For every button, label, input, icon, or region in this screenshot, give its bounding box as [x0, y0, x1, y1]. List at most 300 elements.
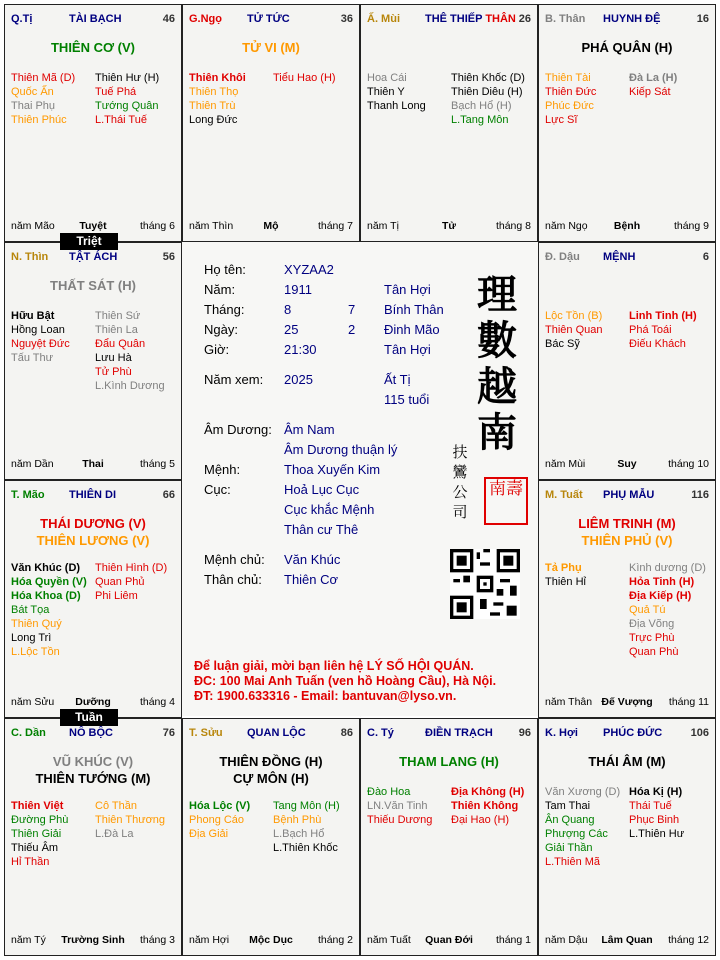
- palace-footer: [545, 458, 709, 471]
- main-star: THÁI DƯƠNG (V): [40, 516, 146, 531]
- palace-year: năm Dần: [11, 458, 54, 470]
- palace-month: tháng 3: [139, 934, 175, 946]
- calligraphy-char: 南: [477, 409, 517, 456]
- palace-year: năm Tị: [367, 220, 399, 232]
- year-value: 1911: [284, 282, 312, 297]
- name-value: XYZAA2: [284, 262, 334, 277]
- palace-stage: Đế Vượng: [601, 696, 653, 708]
- main-stars: [5, 39, 181, 56]
- thanchu-value: Thiên Cơ: [284, 572, 339, 587]
- palace-header: [11, 489, 175, 503]
- minor-star: Thiên Thọ: [189, 86, 239, 98]
- minor-star: Quốc Ấn: [11, 86, 54, 98]
- palace-header: [189, 13, 353, 27]
- minor-star: L.Thiên Khốc: [273, 842, 338, 854]
- minor-star: Thiên Tài: [545, 72, 591, 84]
- age: 115 tuổi: [384, 392, 430, 407]
- palace-stage: Suy: [617, 458, 637, 470]
- minor-stars-left: [367, 785, 432, 827]
- minor-star: L.Thiên Mã: [545, 856, 601, 868]
- minor-stars-left: [545, 561, 586, 589]
- minor-star: Đại Hao (H): [451, 814, 510, 826]
- main-stars: [539, 515, 715, 549]
- palace-stem-branch: C. Dần: [11, 727, 46, 739]
- minor-star: LN.Văn Tinh: [367, 800, 428, 812]
- palace-number: 16: [696, 13, 709, 25]
- subtext-char: 鸞: [452, 463, 468, 481]
- minor-star: Thai Phụ: [11, 100, 56, 112]
- palace-stage: Mộc Dục: [249, 934, 293, 946]
- palace-name: TÀI BẠCH: [69, 13, 122, 25]
- palace-name: ĐIỀN TRẠCH: [425, 727, 493, 739]
- palace-month: tháng 5: [139, 458, 175, 470]
- palace-name: TẬT ÁCH: [69, 251, 118, 263]
- palace-stem-branch: T. Sửu: [189, 727, 223, 739]
- minor-star: Địa Không (H): [451, 786, 525, 798]
- minor-star: Lưu Hà: [95, 352, 132, 364]
- palace-year: năm Ngọ: [545, 220, 588, 232]
- minor-star: Hóa Quyền (V): [11, 576, 87, 588]
- palace-footer: [545, 220, 709, 233]
- palace-header: [545, 727, 709, 741]
- palace-footer: [367, 934, 531, 947]
- view-year-canchi: Ất Tị: [384, 372, 411, 387]
- minor-star: Quan Phủ: [95, 576, 145, 588]
- triet-badge: Triệt: [60, 233, 118, 250]
- minor-star: Thiên Đức: [545, 86, 597, 98]
- minor-star: L.Kình Dương: [95, 380, 165, 392]
- palace-stage: Mộ: [263, 220, 279, 232]
- month-lunar: 7: [348, 302, 356, 317]
- minor-star: Tang Môn (H): [273, 800, 340, 812]
- minor-stars-right: [629, 785, 684, 841]
- palace-stem-branch: M. Tuất: [545, 489, 583, 501]
- palace-number: 6: [702, 251, 709, 263]
- minor-star: Bệnh Phù: [273, 814, 322, 826]
- minor-star: Thiên Hình (D): [95, 562, 168, 574]
- calligraphy-title: [472, 272, 522, 456]
- palace-cell-a-mui[interactable]: [360, 4, 538, 242]
- minor-star: Tuế Phá: [95, 86, 137, 98]
- minor-star: Linh Tinh (H): [629, 310, 697, 322]
- main-star: THẤT SÁT (H): [50, 278, 136, 293]
- contact-info: [194, 659, 496, 704]
- menh-label: Mệnh:: [204, 462, 241, 477]
- cuc-note-1: Cục khắc Mệnh: [284, 502, 375, 517]
- main-stars: [183, 39, 359, 56]
- minor-star: Thái Tuế: [629, 800, 672, 812]
- palace-stage: Trường Sinh: [61, 934, 125, 946]
- calligraphy-char: 數: [477, 317, 517, 364]
- menhchu-value: Văn Khúc: [284, 552, 341, 567]
- palace-header: [11, 13, 175, 27]
- minor-stars-left: [545, 785, 620, 869]
- minor-star: Bát Tọa: [11, 604, 50, 616]
- menh-value: Thoa Xuyến Kim: [284, 462, 381, 477]
- minor-star: Thiên Diêu (H): [451, 86, 523, 98]
- minor-star: Kình dương (D): [629, 562, 706, 574]
- minor-star: Hồng Loan: [11, 324, 65, 336]
- palace-header: [545, 13, 709, 27]
- palace-name: PHÚC ĐỨC: [603, 727, 663, 739]
- palace-month: tháng 6: [139, 220, 175, 232]
- minor-star: Lực Sĩ: [545, 114, 578, 126]
- minor-star: Đà La (H): [629, 72, 678, 84]
- minor-stars-left: [545, 71, 596, 127]
- minor-star: Bạch Hổ (H): [451, 100, 512, 112]
- minor-star: Thiên Sứ: [95, 310, 141, 322]
- minor-star: Kiếp Sát: [629, 86, 671, 98]
- palace-stem-branch: Q.Tị: [11, 13, 33, 25]
- palace-name: NÔ BỘC: [69, 727, 113, 739]
- minor-star: L.Thiên Hư: [629, 828, 685, 840]
- minor-stars-right: [95, 561, 167, 603]
- minor-star: Thiên Thương: [95, 814, 166, 826]
- tuan-badge: Tuần: [60, 709, 118, 726]
- minor-star: Thiếu Âm: [11, 842, 59, 854]
- palace-month: tháng 10: [668, 458, 709, 470]
- minor-star: Văn Xương (D): [545, 786, 621, 798]
- cuc-value: Hoả Lục Cục: [284, 482, 360, 497]
- minor-star: Phong Cáo: [189, 814, 245, 826]
- day-label: Ngày:: [204, 322, 238, 337]
- subtext-char: 司: [452, 503, 468, 521]
- palace-cell-c-dan[interactable]: [4, 718, 182, 956]
- palace-stem-branch: Đ. Dậu: [545, 251, 580, 263]
- palace-month: tháng 9: [673, 220, 709, 232]
- palace-year: năm Thìn: [189, 220, 234, 232]
- minor-star: L.Tang Môn: [451, 114, 509, 126]
- palace-footer: [367, 220, 531, 233]
- thanchu-label: Thân chủ:: [204, 572, 262, 587]
- palace-stage: Dưỡng: [75, 696, 111, 708]
- palace-name: TỬ TỨC: [247, 13, 290, 25]
- palace-header: [545, 489, 709, 503]
- view-year-label: Năm xem:: [204, 372, 264, 387]
- minor-star: Hoa Cái: [367, 72, 407, 84]
- palace-footer: [11, 458, 175, 471]
- main-stars: [5, 515, 181, 549]
- minor-stars-right: [273, 799, 340, 855]
- minor-star: Thiên Trù: [189, 100, 236, 112]
- palace-number: 56: [162, 251, 175, 263]
- month-value: 8: [284, 302, 292, 317]
- palace-stem-branch: B. Thân: [545, 13, 586, 25]
- palace-header: [189, 727, 353, 741]
- minor-star: Tướng Quân: [95, 100, 159, 112]
- minor-star: L.Đà La: [95, 828, 134, 840]
- palace-year: năm Mão: [11, 220, 55, 232]
- year-canchi: Tân Hợi: [384, 282, 431, 297]
- minor-star: Cô Thần: [95, 800, 137, 812]
- main-stars: [539, 39, 715, 56]
- minor-star: Tử Phù: [95, 366, 132, 378]
- minor-star: Giải Thần: [545, 842, 593, 854]
- palace-name: QUAN LỘC: [247, 727, 306, 739]
- qr-code-icon[interactable]: [450, 549, 520, 619]
- palace-stem-branch: N. Thìn: [11, 251, 49, 263]
- minor-star: Ân Quang: [545, 814, 595, 826]
- minor-star: Thiên Hỉ: [545, 576, 586, 588]
- palace-stage: Thai: [82, 458, 104, 470]
- minor-star: Tam Thai: [545, 800, 591, 812]
- palace-cell-n-thin[interactable]: [4, 242, 182, 480]
- palace-stage: Bệnh: [613, 220, 641, 232]
- minor-star: Đường Phù: [11, 814, 69, 826]
- hour-canchi: Tân Hợi: [384, 342, 431, 357]
- palace-number: 46: [162, 13, 175, 25]
- main-star: THIÊN ĐỒNG (H): [219, 754, 323, 769]
- palace-cell-m-tuat[interactable]: [538, 480, 716, 718]
- month-label: Tháng:: [204, 302, 245, 317]
- main-stars: [361, 753, 537, 770]
- minor-star: Hóa Kị (H): [629, 786, 683, 798]
- minor-star: Thiên Mã (D): [11, 72, 76, 84]
- minor-star: L.Bạch Hổ: [273, 828, 325, 840]
- palace-stem-branch: K. Hợi: [545, 727, 578, 739]
- minor-stars-right: [95, 309, 165, 393]
- palace-cell-b-than[interactable]: [538, 4, 716, 242]
- subtext-char: 扶: [452, 443, 468, 461]
- hour-value: 21:30: [284, 342, 317, 357]
- cuc-note-2: Thân cư Thê: [284, 522, 359, 537]
- month-canchi: Bính Thân: [384, 302, 444, 317]
- calligraphy-char: 越: [477, 363, 517, 410]
- cuc-label: Cục:: [204, 482, 231, 497]
- palace-number: 116: [691, 489, 709, 501]
- palace-name: PHỤ MẪU: [603, 489, 655, 501]
- main-star: THAM LANG (H): [399, 754, 499, 769]
- minor-star: Điếu Khách: [629, 338, 686, 350]
- minor-star: Thiên Quan: [545, 324, 603, 336]
- palace-header: [545, 251, 709, 265]
- name-label: Họ tên:: [204, 262, 246, 277]
- palace-year: năm Mùi: [545, 458, 586, 470]
- minor-star: Thiên Khôi: [189, 72, 246, 84]
- minor-star: Tả Phụ: [545, 562, 582, 574]
- palace-stage: Lâm Quan: [601, 934, 653, 946]
- minor-star: Trực Phù: [629, 632, 675, 644]
- palace-cell-t-suu[interactable]: [182, 718, 360, 956]
- palace-header: [11, 727, 175, 741]
- minor-stars-left: [11, 71, 75, 127]
- minor-stars-right: [629, 309, 697, 351]
- minor-star: Phúc Đức: [545, 100, 594, 112]
- palace-month: tháng 2: [317, 934, 353, 946]
- minor-star: Hữu Bật: [11, 310, 55, 322]
- minor-star: Hóa Lộc (V): [189, 800, 251, 812]
- center-panel: [182, 242, 538, 716]
- year-label: Năm:: [204, 282, 236, 297]
- minor-star: Phá Toái: [629, 324, 672, 336]
- minor-stars-right: [629, 561, 706, 659]
- minor-star: Tiểu Hao (H): [273, 72, 336, 84]
- palace-header: [11, 251, 175, 265]
- palace-stage: Tuyệt: [79, 220, 107, 232]
- minor-stars-left: [367, 71, 426, 113]
- hour-label: Giờ:: [204, 342, 230, 357]
- minor-star: Thiên Phúc: [11, 114, 67, 126]
- minor-star: Hỉ Thần: [11, 856, 50, 868]
- main-star: THIÊN TƯỚNG (M): [35, 771, 151, 786]
- minor-stars-right: [629, 71, 677, 99]
- minor-star: Thiên Quý: [11, 618, 62, 630]
- palace-name: MỆNH: [603, 251, 636, 263]
- amduong-label: Âm Dương:: [204, 422, 272, 437]
- main-stars: [5, 277, 181, 294]
- palace-footer: [11, 696, 175, 709]
- palace-number: 76: [162, 727, 175, 739]
- minor-star: Tấu Thư: [11, 352, 54, 364]
- minor-star: Phi Liêm: [95, 590, 138, 602]
- palace-cell-q-ti[interactable]: [4, 4, 182, 242]
- contact-address: ĐC: 100 Mai Anh Tuấn (ven hồ Hoàng Cầu), Hà Nội.: [194, 674, 497, 688]
- palace-stem-branch: G.Ngọ: [189, 13, 222, 25]
- main-star: THIÊN CƠ (V): [50, 40, 136, 55]
- palace-footer: [189, 220, 353, 233]
- minor-star: Đào Hoa: [367, 786, 411, 798]
- palace-month: tháng 1: [495, 934, 531, 946]
- palace-footer: [545, 934, 709, 947]
- palace-stem-branch: T. Mão: [11, 489, 45, 501]
- red-seal-stamp: 南壽: [484, 477, 528, 525]
- main-stars: [183, 753, 359, 787]
- minor-star: Thanh Long: [367, 100, 426, 112]
- palace-year: năm Tuất: [367, 934, 411, 946]
- palace-number: 66: [162, 489, 175, 501]
- minor-star: Thiên Việt: [11, 800, 64, 812]
- day-canchi: Đinh Mão: [384, 322, 440, 337]
- amduong-value: Âm Nam: [284, 422, 335, 437]
- subtext-char: 公: [452, 483, 468, 501]
- minor-star: Thiên Giải: [11, 828, 62, 840]
- palace-cell-g-ngo[interactable]: [182, 4, 360, 242]
- minor-star: Thiên Không: [451, 800, 519, 812]
- palace-number: 26: [518, 13, 531, 25]
- minor-star: Long Trì: [11, 632, 52, 644]
- minor-stars-left: [545, 309, 602, 351]
- palace-year: năm Thân: [545, 696, 593, 708]
- palace-name: HUYNH ĐỆ: [603, 13, 661, 25]
- minor-star: Quả Tú: [629, 604, 666, 616]
- main-star: CỰ MÔN (H): [233, 771, 309, 786]
- minor-star: Thiên Khốc (D): [451, 72, 525, 84]
- palace-stem-branch: C. Tý: [367, 727, 394, 739]
- palace-number: 106: [690, 727, 709, 739]
- calligraphy-char: 理: [477, 271, 517, 318]
- palace-cell-t-mao[interactable]: [4, 480, 182, 718]
- palace-footer: [11, 934, 175, 947]
- main-star: THIÊN LƯƠNG (V): [36, 533, 150, 548]
- palace-cell-k-hoi[interactable]: [538, 718, 716, 956]
- main-star: VŨ KHÚC (V): [52, 754, 134, 769]
- main-star: THIÊN PHỦ (V): [581, 533, 673, 548]
- contact-line: Để luận giải, mời bạn liên hệ LÝ SỐ HỘI QUÁN.: [194, 659, 474, 673]
- palace-stage: Quan Đới: [425, 934, 473, 946]
- main-star: LIÊM TRINH (M): [578, 516, 676, 531]
- minor-stars-right: [273, 71, 336, 85]
- minor-star: Phục Binh: [629, 814, 680, 826]
- amduong-note: Âm Dương thuận lý: [284, 442, 398, 457]
- minor-stars-left: [189, 71, 246, 127]
- minor-star: L.Thái Tuế: [95, 114, 147, 126]
- palace-footer: [189, 934, 353, 947]
- palace-month: tháng 8: [495, 220, 531, 232]
- palace-stem-branch: Ấ. Mùi: [367, 13, 400, 25]
- minor-star: Hỏa Tinh (H): [629, 576, 695, 588]
- minor-star: Thiếu Dương: [367, 814, 433, 826]
- minor-star: Thiên Hư (H): [95, 72, 160, 84]
- palace-stage: Tử: [441, 220, 457, 232]
- minor-star: L.Lộc Tồn: [11, 646, 60, 658]
- palace-year: năm Hợi: [189, 934, 230, 946]
- palace-number: 86: [340, 727, 353, 739]
- day-value: 25: [284, 322, 299, 337]
- palace-number: 36: [340, 13, 353, 25]
- main-star: THÁI ÂM (M): [588, 754, 666, 769]
- palace-name: THIÊN DI: [69, 489, 117, 501]
- minor-star: Bác Sỹ: [545, 338, 580, 350]
- minor-star: Địa Giải: [189, 828, 229, 840]
- minor-stars-left: [11, 799, 68, 869]
- palace-name: THÊ THIẾP THÂN: [425, 13, 516, 25]
- palace-footer: [11, 220, 175, 233]
- minor-star: Nguyệt Đức: [11, 338, 70, 350]
- palace-year: năm Sửu: [11, 696, 55, 708]
- minor-star: Địa Kiếp (H): [629, 590, 692, 602]
- minor-stars-left: [11, 309, 70, 365]
- palace-year: năm Tý: [11, 934, 46, 946]
- minor-star: Thiên Y: [367, 86, 405, 98]
- minor-star: Thiên La: [95, 324, 138, 336]
- minor-stars-left: [11, 561, 87, 659]
- contact-phone-email[interactable]: ĐT: 1900.633316 - Email: bantuvan@lyso.vn.: [194, 689, 457, 703]
- day-lunar: 2: [348, 322, 356, 337]
- palace-month: tháng 12: [668, 934, 709, 946]
- minor-star: Long Đức: [189, 114, 238, 126]
- minor-star: Địa Võng: [629, 618, 675, 630]
- minor-star: Phượng Các: [545, 828, 608, 840]
- minor-stars-right: [95, 799, 165, 841]
- main-stars: [5, 753, 181, 787]
- palace-cell-c-ty[interactable]: [360, 718, 538, 956]
- palace-month: tháng 11: [668, 696, 709, 708]
- palace-cell-d-dau[interactable]: [538, 242, 716, 480]
- palace-footer: [545, 696, 709, 709]
- minor-stars-right: [451, 785, 524, 827]
- minor-star: Quan Phù: [629, 646, 679, 658]
- palace-month: tháng 4: [139, 696, 175, 708]
- palace-month: tháng 7: [317, 220, 353, 232]
- company-subtext: [450, 442, 470, 522]
- minor-star: Đẩu Quân: [95, 338, 146, 350]
- minor-star: Hóa Khoa (D): [11, 590, 81, 602]
- palace-number: 96: [518, 727, 531, 739]
- minor-stars-right: [451, 71, 525, 127]
- minor-star: Lộc Tồn (B): [545, 310, 603, 322]
- palace-year: năm Dậu: [545, 934, 588, 946]
- view-year-value: 2025: [284, 372, 313, 387]
- palace-header: [367, 727, 531, 741]
- minor-stars-left: [189, 799, 250, 841]
- menhchu-label: Mệnh chủ:: [204, 552, 265, 567]
- palace-header: [367, 13, 531, 27]
- minor-star: Văn Khúc (D): [11, 562, 81, 574]
- main-star: PHÁ QUÂN (H): [581, 40, 673, 55]
- than-marker: THÂN: [485, 13, 516, 25]
- minor-stars-right: [95, 71, 159, 127]
- main-stars: [539, 753, 715, 770]
